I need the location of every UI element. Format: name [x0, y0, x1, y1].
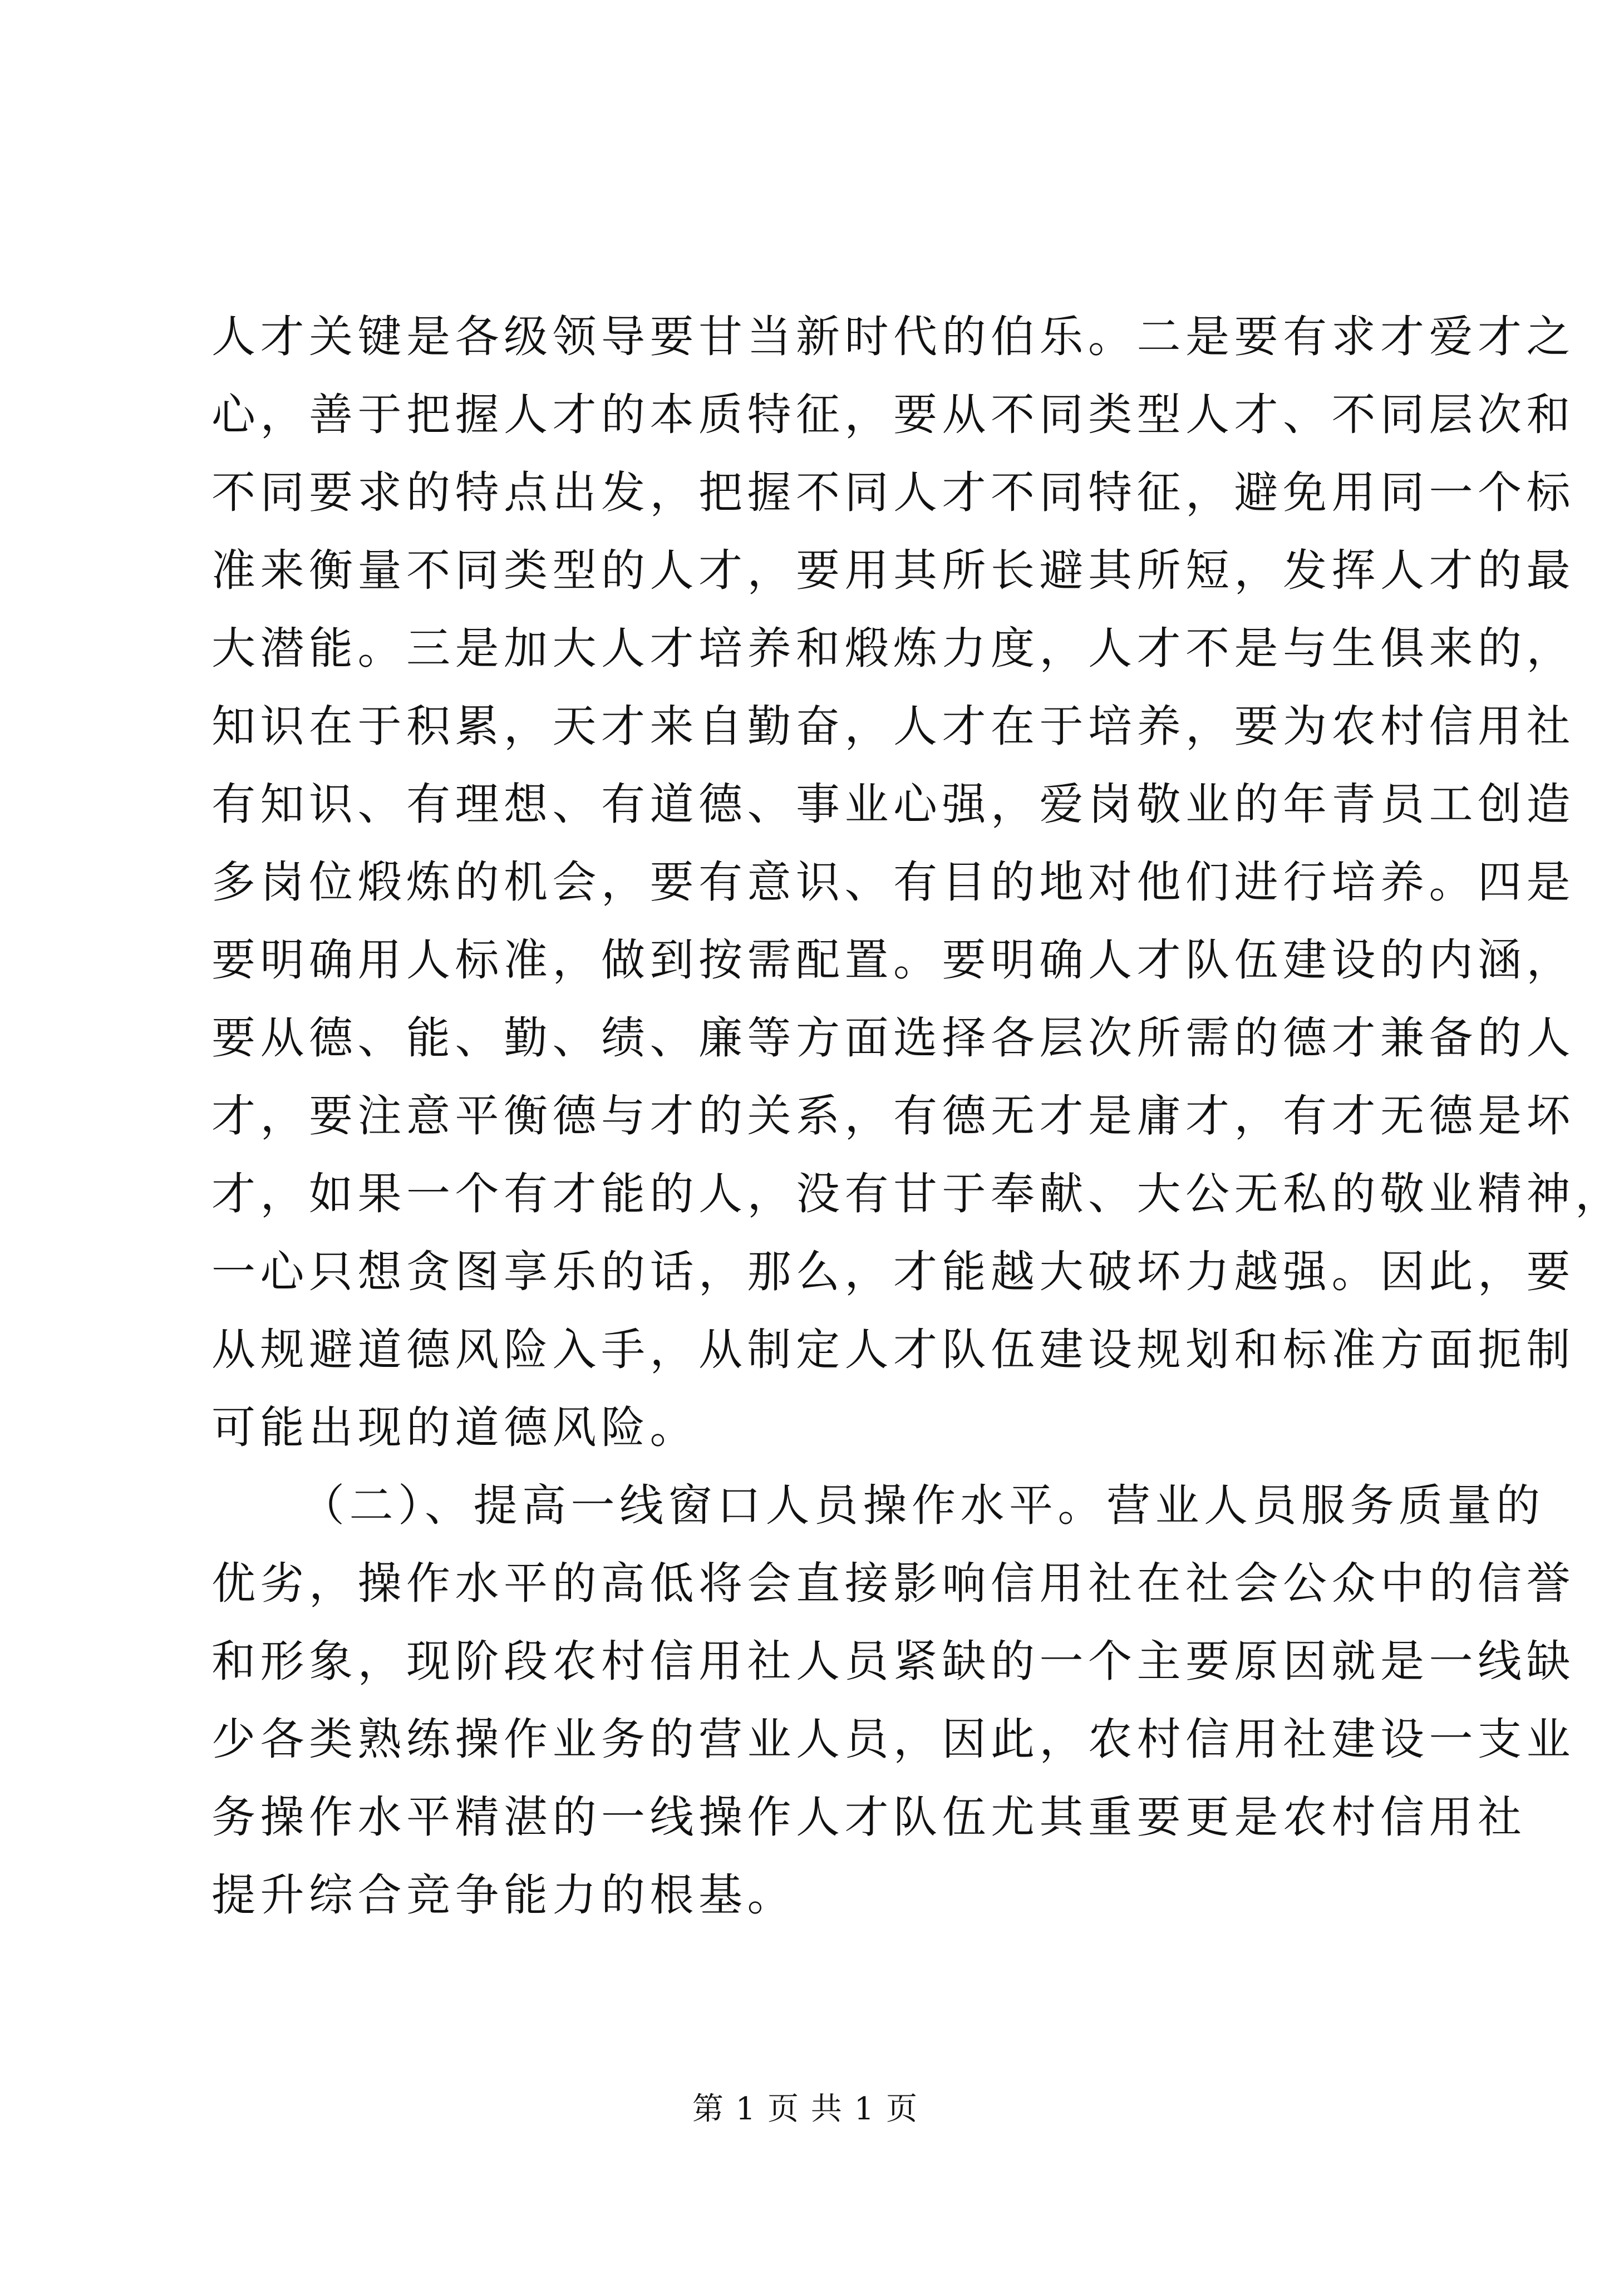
text-line: 多岗位煅炼的机会，要有意识、有目的地对他们进行培养。四是 [211, 857, 1575, 908]
text-line: 可能出现的道德风险。 [211, 1402, 698, 1453]
text-line: 要从德、能、勤、绩、廉等方面选择各层次所需的德才兼备的人 [211, 1012, 1575, 1064]
text-line: 要明确用人标准，做到按需配置。要明确人才队伍建设的内涵， [211, 934, 1575, 986]
text-line: 人才关键是各级领导要甘当新时代的伯乐。二是要有求才爱才之 [211, 311, 1575, 362]
text-line: 才，要注意平衡德与才的关系，有德无才是庸才，有才无德是坏 [211, 1090, 1575, 1142]
text-line: 从规避道德风险入手，从制定人才队伍建设规划和标准方面扼制 [211, 1324, 1575, 1375]
text-line: 知识在于积累，天才来自勤奋，人才在于培养，要为农村信用社 [211, 701, 1575, 752]
page-footer: 第 1 页 共 1 页 [692, 2091, 919, 2127]
text-line: 少各类熟练操作业务的营业人员，因此，农村信用社建设一支业 [211, 1714, 1575, 1765]
text-line: 才，如果一个有才能的人，没有甘于奉献、大公无私的敬业精神， [211, 1168, 1624, 1219]
text-line: 务操作水平精湛的一线操作人才队伍尤其重要更是农村信用社 [211, 1792, 1527, 1843]
text-line: 大潜能。三是加大人才培养和煅炼力度，人才不是与生俱来的， [211, 623, 1575, 674]
text-line: 不同要求的特点出发，把握不同人才不同特征，避免用同一个标 [211, 467, 1575, 518]
section-heading-line: （二）、提高一线窗口人员操作水平。营业人员服务质量的 [301, 1480, 1545, 1531]
text-line: 和形象，现阶段农村信用社人员紧缺的一个主要原因就是一线缺 [211, 1636, 1575, 1687]
text-line: 心，善于把握人才的本质特征，要从不同类型人才、不同层次和 [211, 389, 1575, 440]
text-line: 有知识、有理想、有道德、事业心强，爱岗敬业的年青员工创造 [211, 779, 1575, 830]
body-text [211, 298, 1624, 1934]
text-line: 一心只想贪图享乐的话，那么，才能越大破坏力越强。因此，要 [211, 1246, 1575, 1297]
text-line: 准来衡量不同类型的人才，要用其所长避其所短，发挥人才的最 [211, 545, 1575, 596]
text-line: 优劣，操作水平的高低将会直接影响信用社在社会公众中的信誉 [211, 1558, 1575, 1609]
text-line: 提升综合竞争能力的根基。 [211, 1869, 796, 1921]
